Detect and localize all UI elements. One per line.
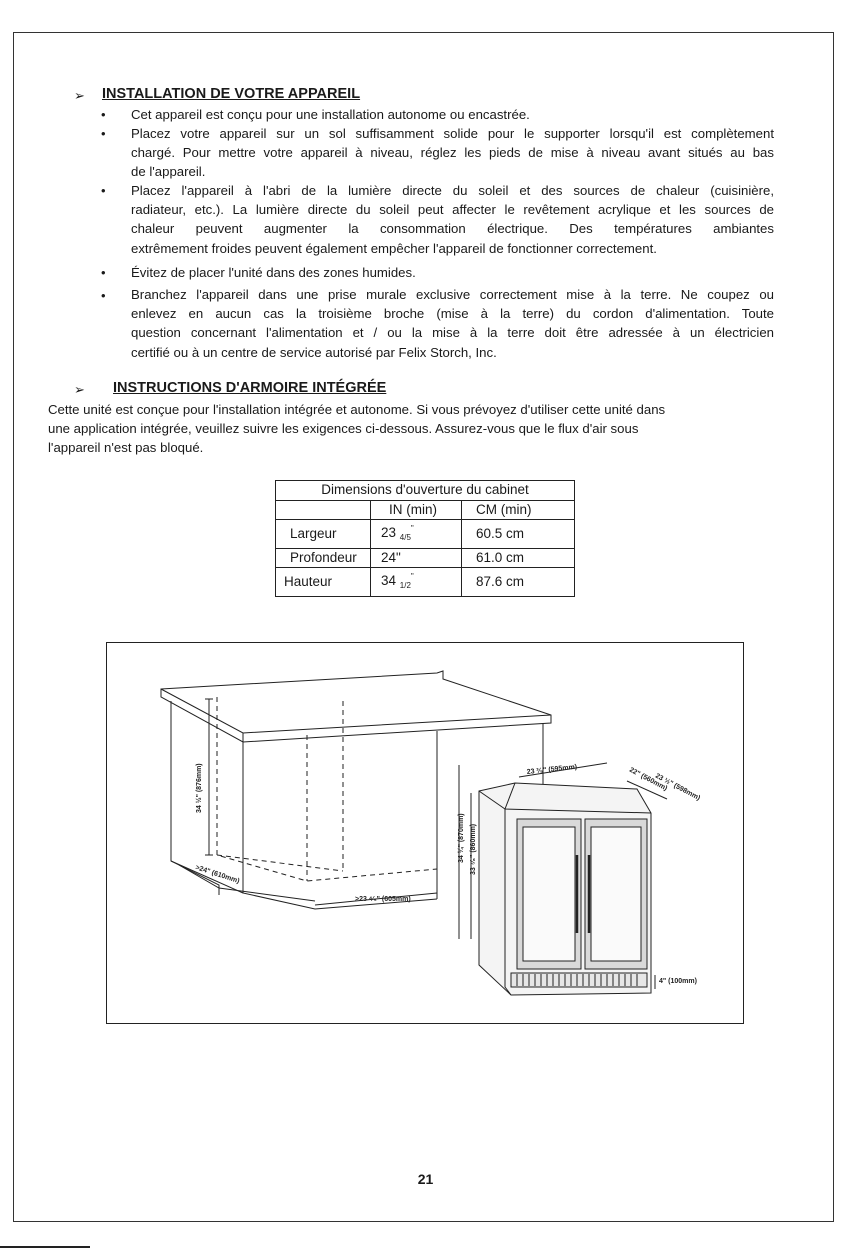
countertop-shape — [161, 671, 551, 742]
bullet-dot-icon: • — [101, 107, 106, 122]
label-unit-depth: 22" (560mm) — [628, 766, 669, 793]
label-foot-gap: 4" (100mm) — [659, 978, 697, 985]
arrow-bullet-icon: ➢ — [74, 382, 85, 397]
opening-left-dashed — [217, 697, 437, 881]
left-door-glass — [523, 827, 575, 961]
bullet-line: chargé. Pour mettre votre appareil à niveau, réglez les pieds de mise à niveau avant situés au bas — [131, 145, 774, 161]
table-header-cm — [462, 500, 575, 520]
row-label-text: Profondeur — [290, 549, 357, 565]
section-heading-installation: INSTALLATION DE VOTRE APPAREIL — [102, 86, 361, 102]
bullet-dot-icon: • — [101, 126, 106, 141]
label-unit-depth2: 23 ½" (598mm) — [654, 772, 702, 803]
in-whole: 34 — [381, 572, 397, 588]
bullet-dot-icon: • — [101, 288, 106, 303]
row-label — [276, 568, 371, 597]
in-whole: 23 — [381, 524, 397, 540]
label-cab-height: 34 ½" (876mm) — [196, 763, 203, 813]
table-row — [276, 548, 575, 568]
header-in-label: IN (min) — [389, 501, 437, 517]
table-header-in — [371, 500, 462, 520]
bullet-line: Placez votre appareil sur un sol suffisamment solide pour le supporter lorsqu'il est complètement — [131, 126, 774, 141]
opening-floor-dashed — [217, 855, 343, 871]
inch-mark: " — [410, 524, 414, 533]
row-label-text: Largeur — [290, 525, 337, 541]
label-unit-height: 34 ¼" (870mm) — [458, 813, 465, 863]
bullet-line: Placez l'appareil à l'abri de la lumière directe du soleil et des sources de chaleur (cuisinière, — [131, 183, 774, 198]
cm-text: 87.6 cm — [476, 573, 525, 589]
dimensions-table — [275, 480, 575, 597]
bullet-item — [131, 181, 774, 258]
cabinet-front-left — [243, 742, 437, 909]
label-cab-width: >23 ⁴⁄₅" (605mm) — [355, 896, 411, 903]
bullet-line: question concernant l'alimentation et / ou la mise à la terre doit être adressée à un électricien — [131, 325, 774, 341]
bullet-item — [131, 105, 774, 124]
bullet-item — [131, 285, 774, 362]
bullet-line: de l'appareil. — [131, 164, 206, 180]
cm-text: 60.5 cm — [476, 525, 525, 541]
installation-diagram — [106, 642, 744, 1024]
bullet-dot-icon: • — [101, 183, 106, 198]
table-row — [276, 568, 575, 597]
in-whole: 24" — [381, 549, 401, 565]
paragraph-line: une application intégrée, veuillez suivre les exigences ci-dessous. Assurez-vous que le flux d'air sous — [48, 421, 639, 437]
arrow-bullet-icon: ➢ — [74, 88, 85, 103]
bullet-line: enlevez en aucun cas la troisième broche (mise à la terre) du cordon d'alimentation. Toute — [131, 306, 774, 322]
label-unit-height2: 33 ⁷⁄₈" (860mm) — [470, 823, 477, 875]
table-caption: Dimensions d'ouverture du cabinet — [276, 481, 575, 501]
bullet-item — [131, 263, 774, 282]
bullet-line: Branchez l'appareil dans une prise murale exclusive correctement mise à la terre. Ne coupez ou — [131, 287, 774, 302]
paragraph-line: l'appareil n'est pas bloqué. — [48, 440, 204, 456]
table-header-row — [276, 500, 575, 520]
row-cm-value — [462, 520, 575, 549]
row-label — [276, 548, 371, 568]
bullet-line: chaleur peuvent augmenter la consommation électrique. Des températures ambiantes — [131, 221, 774, 237]
bullet-dot-icon: • — [101, 265, 106, 280]
intro-paragraph — [48, 400, 788, 458]
page-number: 21 — [417, 1171, 434, 1187]
table-header-empty — [276, 500, 371, 520]
row-in-value — [371, 548, 462, 568]
bullet-line: Évitez de placer l'unité dans des zones humides. — [131, 265, 416, 280]
bullet-line: certifié ou à un centre de service autorisé par Felix Storch, Inc. — [131, 344, 497, 360]
vent-grille-slats — [517, 974, 637, 986]
vent-grille — [511, 973, 647, 987]
in-fraction: 4/5 — [399, 533, 411, 543]
bullet-line: Cet appareil est conçu pour une installation autonome ou encastrée. — [131, 107, 530, 122]
row-in-value — [371, 568, 462, 597]
installation-diagram-svg — [107, 643, 743, 1023]
right-door-glass — [591, 827, 641, 961]
row-in-value — [371, 520, 462, 549]
bullet-line: radiateur, etc.). La lumière directe du soleil peut affecter le revêtement acrylique et les sources de — [131, 202, 774, 218]
row-label — [276, 520, 371, 549]
section-heading-armoire: INSTRUCTIONS D'ARMOIRE INTÉGRÉE — [113, 380, 387, 396]
bullet-line: extrêmement froides peuvent également empêcher l'appareil de fonctionner correctement. — [131, 240, 657, 256]
row-cm-value — [462, 568, 575, 597]
label-unit-width: 23 ³⁄₅" (595mm) — [526, 763, 578, 776]
row-label-text: Hauteur — [284, 573, 333, 589]
row-cm-value — [462, 548, 575, 568]
in-fraction: 1/2 — [399, 581, 411, 591]
header-cm-label: CM (min) — [476, 501, 532, 517]
label-cab-depth: >24" (610mm) — [194, 864, 241, 886]
cm-text: 61.0 cm — [476, 549, 525, 565]
bullet-item — [131, 124, 774, 182]
table-row — [276, 520, 575, 549]
paragraph-line: Cette unité est conçue pour l'installation intégrée et autonome. Si vous prévoyez d'utiliser cette unité dans — [48, 402, 666, 417]
inch-mark: " — [410, 572, 414, 582]
